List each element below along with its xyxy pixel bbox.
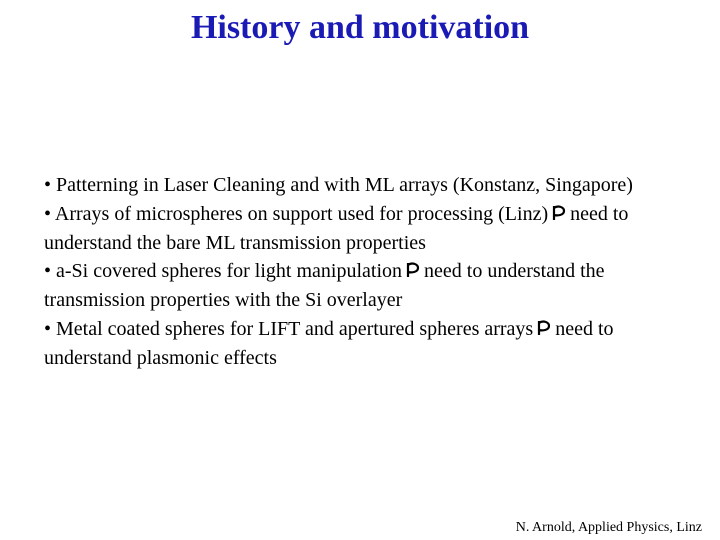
bullet-text: • Arrays of microspheres on support used for processing (Linz)	[44, 202, 549, 225]
bullet-text: • Metal coated spheres for LIFT and apertured spheres arrays	[44, 317, 534, 340]
bullet-text: • Patterning in Laser Cleaning and with ML arrays (Konstanz, Singapore)	[44, 174, 633, 196]
bullet-item	[44, 315, 694, 373]
bullet-text: need to understand plasmonic effects	[44, 317, 614, 369]
footer-credit: N. Arnold, Applied Physics, Linz	[515, 520, 702, 535]
implies-arrow-icon	[552, 204, 566, 222]
bullet-text: • a-Si covered spheres for light manipulation	[44, 260, 403, 283]
implies-arrow-icon	[406, 261, 420, 279]
bullet-item	[44, 200, 694, 258]
bullet-item	[44, 171, 694, 200]
implies-arrow-icon	[537, 319, 551, 337]
bullet-list	[44, 171, 694, 373]
bullet-text: need to understand the bare ML transmission properties	[44, 202, 629, 254]
bullet-text: need to understand the transmission properties with the Si overlayer	[44, 260, 605, 312]
bullet-item	[44, 257, 694, 315]
slide-title: History and motivation	[190, 9, 530, 46]
